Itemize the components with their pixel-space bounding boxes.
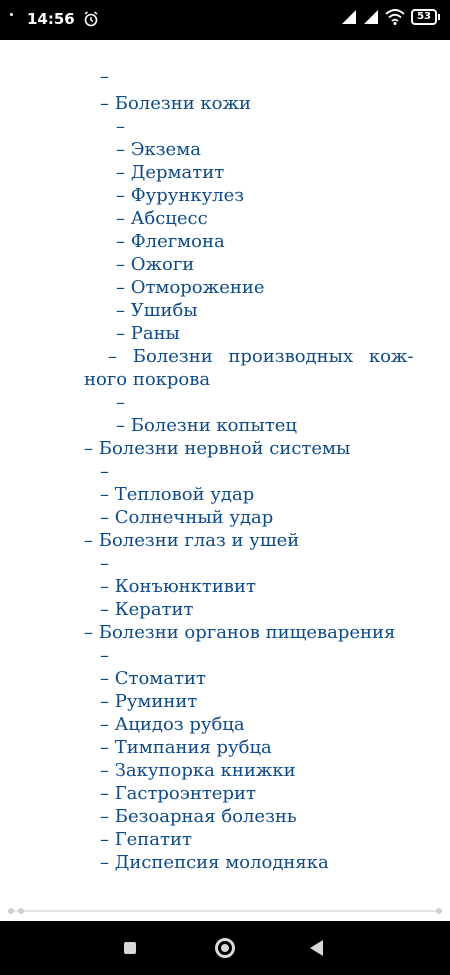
- outline-link-continued[interactable]: ного покрова: [84, 369, 211, 390]
- outline-link[interactable]: – Болезни органов пищеварения: [84, 622, 396, 643]
- outline-link[interactable]: – Дерматит: [116, 162, 225, 183]
- outline-line: –: [116, 392, 125, 413]
- outline-line: –: [100, 66, 109, 87]
- outline-link[interactable]: – Диспепсия молодняка: [100, 852, 329, 873]
- recents-button[interactable]: [100, 921, 160, 975]
- alarm-clock-icon: [83, 11, 99, 27]
- outline-link[interactable]: – Ушибы: [116, 300, 198, 321]
- battery-level: 53: [411, 9, 437, 25]
- outline-link[interactable]: – Руминит: [100, 691, 198, 712]
- status-right: [341, 9, 440, 25]
- notification-dot-icon: [10, 13, 13, 16]
- outline-link[interactable]: – Солнечный удар: [100, 507, 274, 528]
- outline-link[interactable]: – Болезни кожи: [100, 93, 252, 114]
- scroll-dot: [18, 908, 24, 914]
- triangle-back-icon: [310, 940, 323, 956]
- outline-link[interactable]: – Гастроэнтерит: [100, 783, 256, 804]
- outline-link[interactable]: – Раны: [116, 323, 180, 344]
- navigation-bar: [0, 921, 450, 975]
- outline-link[interactable]: – Ацидоз рубца: [100, 714, 245, 735]
- outline-link[interactable]: – Закупорка книжки: [100, 760, 296, 781]
- outline-link[interactable]: – Кератит: [100, 599, 194, 620]
- square-recents-icon: [124, 942, 136, 954]
- outline-link[interactable]: – Болезни производных кож-: [108, 346, 414, 367]
- cell-signal-icon: [363, 9, 379, 25]
- outline-link[interactable]: – Абсцесс: [116, 208, 208, 229]
- battery-icon: [411, 9, 440, 25]
- outline-line: –: [100, 553, 109, 574]
- document-outline: [0, 40, 450, 910]
- wifi-icon: [385, 9, 405, 25]
- scroll-dot: [8, 908, 14, 914]
- battery-tip: [438, 14, 440, 20]
- outline-link[interactable]: – Тепловой удар: [100, 484, 255, 505]
- outline-link[interactable]: – Конъюнктивит: [100, 576, 256, 597]
- outline-line: –: [116, 116, 125, 137]
- outline-link[interactable]: – Болезни глаз и ушей: [84, 530, 300, 551]
- home-button[interactable]: [195, 921, 255, 975]
- outline-link[interactable]: – Фурункулез: [116, 185, 245, 206]
- outline-link[interactable]: – Отморожение: [116, 277, 265, 298]
- outline-link[interactable]: – Стоматит: [100, 668, 206, 689]
- scroll-dot: [436, 908, 442, 914]
- outline-line: –: [100, 461, 109, 482]
- back-button[interactable]: [286, 921, 346, 975]
- outline-link[interactable]: – Экзема: [116, 139, 201, 160]
- circle-home-icon: [215, 938, 235, 958]
- outline-link[interactable]: – Безоарная болезнь: [100, 806, 297, 827]
- outline-link[interactable]: – Тимпания рубца: [100, 737, 272, 758]
- outline-link[interactable]: – Болезни копытец: [116, 415, 298, 436]
- cell-signal-icon: [341, 9, 357, 25]
- outline-link[interactable]: – Флегмона: [116, 231, 225, 252]
- status-left: [10, 10, 99, 28]
- outline-link[interactable]: – Ожоги: [116, 254, 195, 275]
- outline-line: –: [100, 645, 109, 666]
- outline-link[interactable]: – Гепатит: [100, 829, 192, 850]
- outline-link[interactable]: – Болезни нервной системы: [84, 438, 351, 459]
- horizontal-scrollbar[interactable]: [8, 910, 442, 912]
- clock-time: 14:56: [27, 10, 75, 28]
- status-bar: [0, 0, 450, 40]
